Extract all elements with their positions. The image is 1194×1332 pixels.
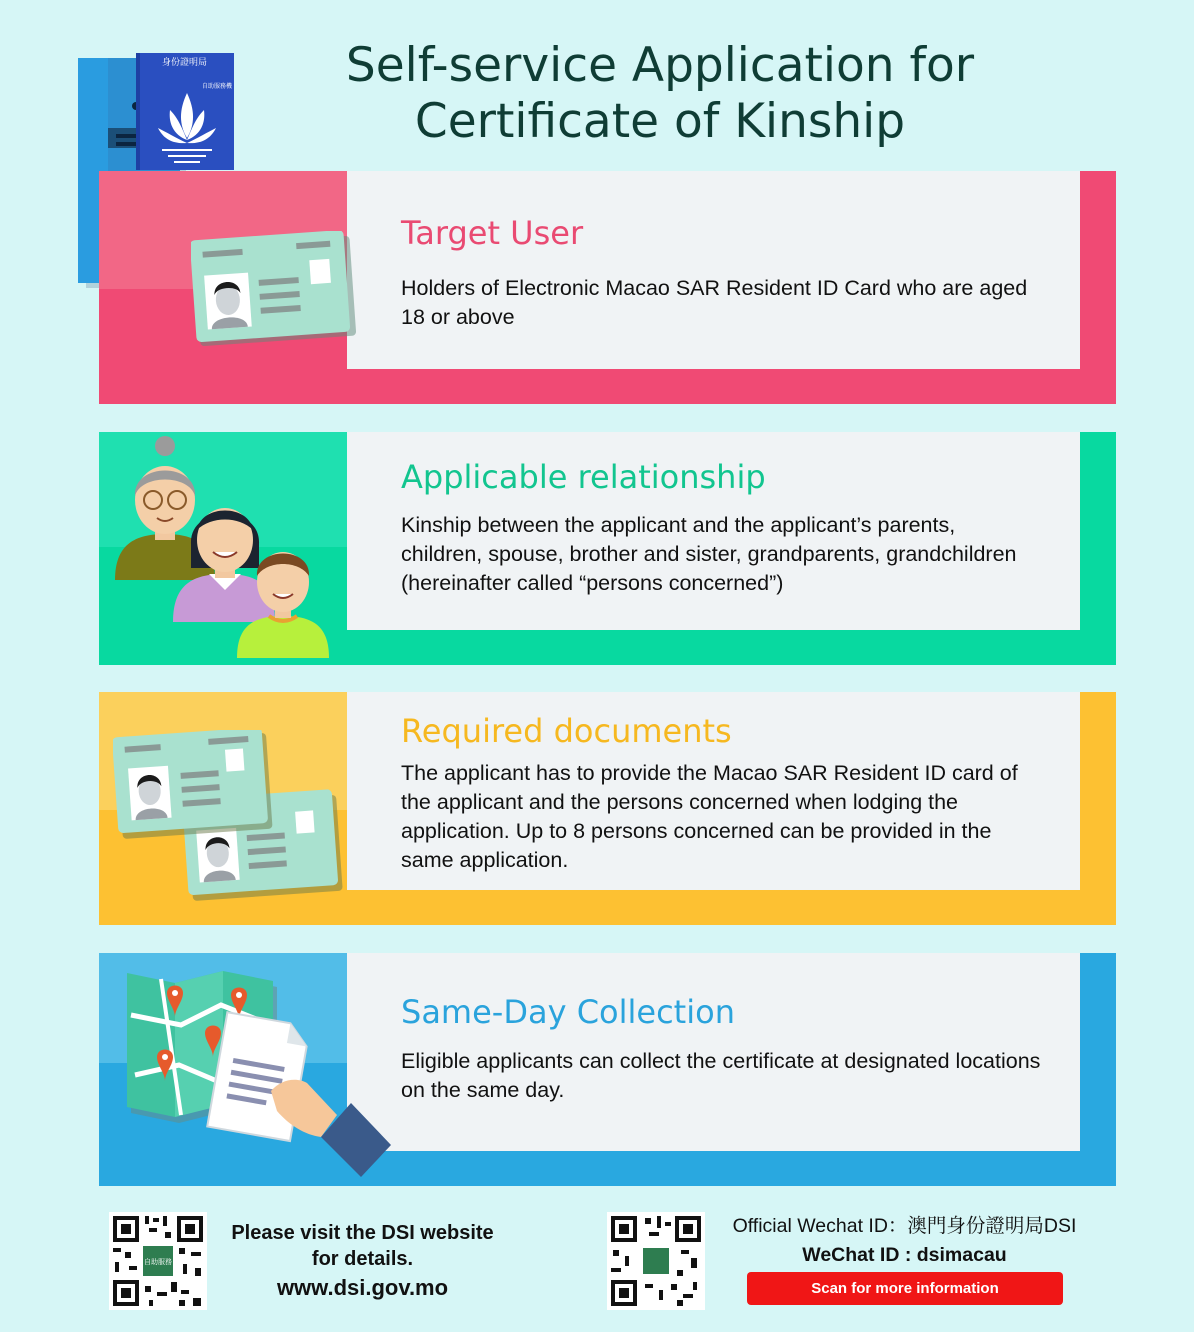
wechat-official-id: Official Wechat ID：澳門身份證明局DSI xyxy=(732,1215,1077,1237)
section-heading: Same-Day Collection xyxy=(401,993,735,1031)
section-heading: Applicable relationship xyxy=(401,458,766,496)
section-panel xyxy=(347,171,1080,369)
wechat-id: WeChat ID : dsimacau xyxy=(802,1244,1007,1266)
qr-code-website[interactable] xyxy=(109,1212,207,1310)
id-cards-icon xyxy=(113,730,343,902)
page-title xyxy=(300,38,1020,150)
id-card-icon xyxy=(191,231,361,349)
section-body: Holders of Electronic Macao SAR Resident ID Card who are aged 18 or above xyxy=(401,276,1028,329)
section-heading: Target User xyxy=(401,214,584,252)
section-target-user xyxy=(99,171,1116,404)
section-heading: Required documents xyxy=(401,712,732,750)
map-document-icon xyxy=(121,965,396,1187)
booklet-text-top: 身份證明局 xyxy=(162,58,208,68)
website-url-link[interactable]: www.dsi.gov.mo xyxy=(276,1275,449,1300)
booklet-text-side: 自助服務機 xyxy=(202,83,233,90)
qr-code-wechat[interactable] xyxy=(607,1212,705,1310)
scan-info-button[interactable]: Scan for more information xyxy=(747,1272,1063,1305)
section-same-day-collection xyxy=(99,953,1116,1186)
section-applicable-relationship xyxy=(99,432,1116,665)
section-body: The applicant has to provide the Macao SAR Resident ID card of the applicant and the persons concerned when lodging the application. Up to 8 persons concerned can be provided in the same application. xyxy=(401,761,1018,872)
website-line-2: for details. xyxy=(311,1248,414,1270)
section-required-documents xyxy=(99,692,1116,925)
qr-logo-text: 自助服務 xyxy=(144,1258,172,1266)
website-info xyxy=(210,1220,515,1304)
section-body: Kinship between the applicant and the applicant’s parents, children, spouse, brother and sister, grandparents, grandchildren (hereinafter called “persons concerned”) xyxy=(401,513,1017,595)
section-body: Eligible applicants can collect the certificate at designated locations on the same day. xyxy=(401,1049,1041,1102)
title-line-2: Certificate of Kinship xyxy=(414,94,906,149)
family-icon xyxy=(113,434,333,658)
website-line-1: Please visit the DSI website xyxy=(231,1222,494,1244)
title-line-1: Self-service Application for xyxy=(345,38,975,93)
